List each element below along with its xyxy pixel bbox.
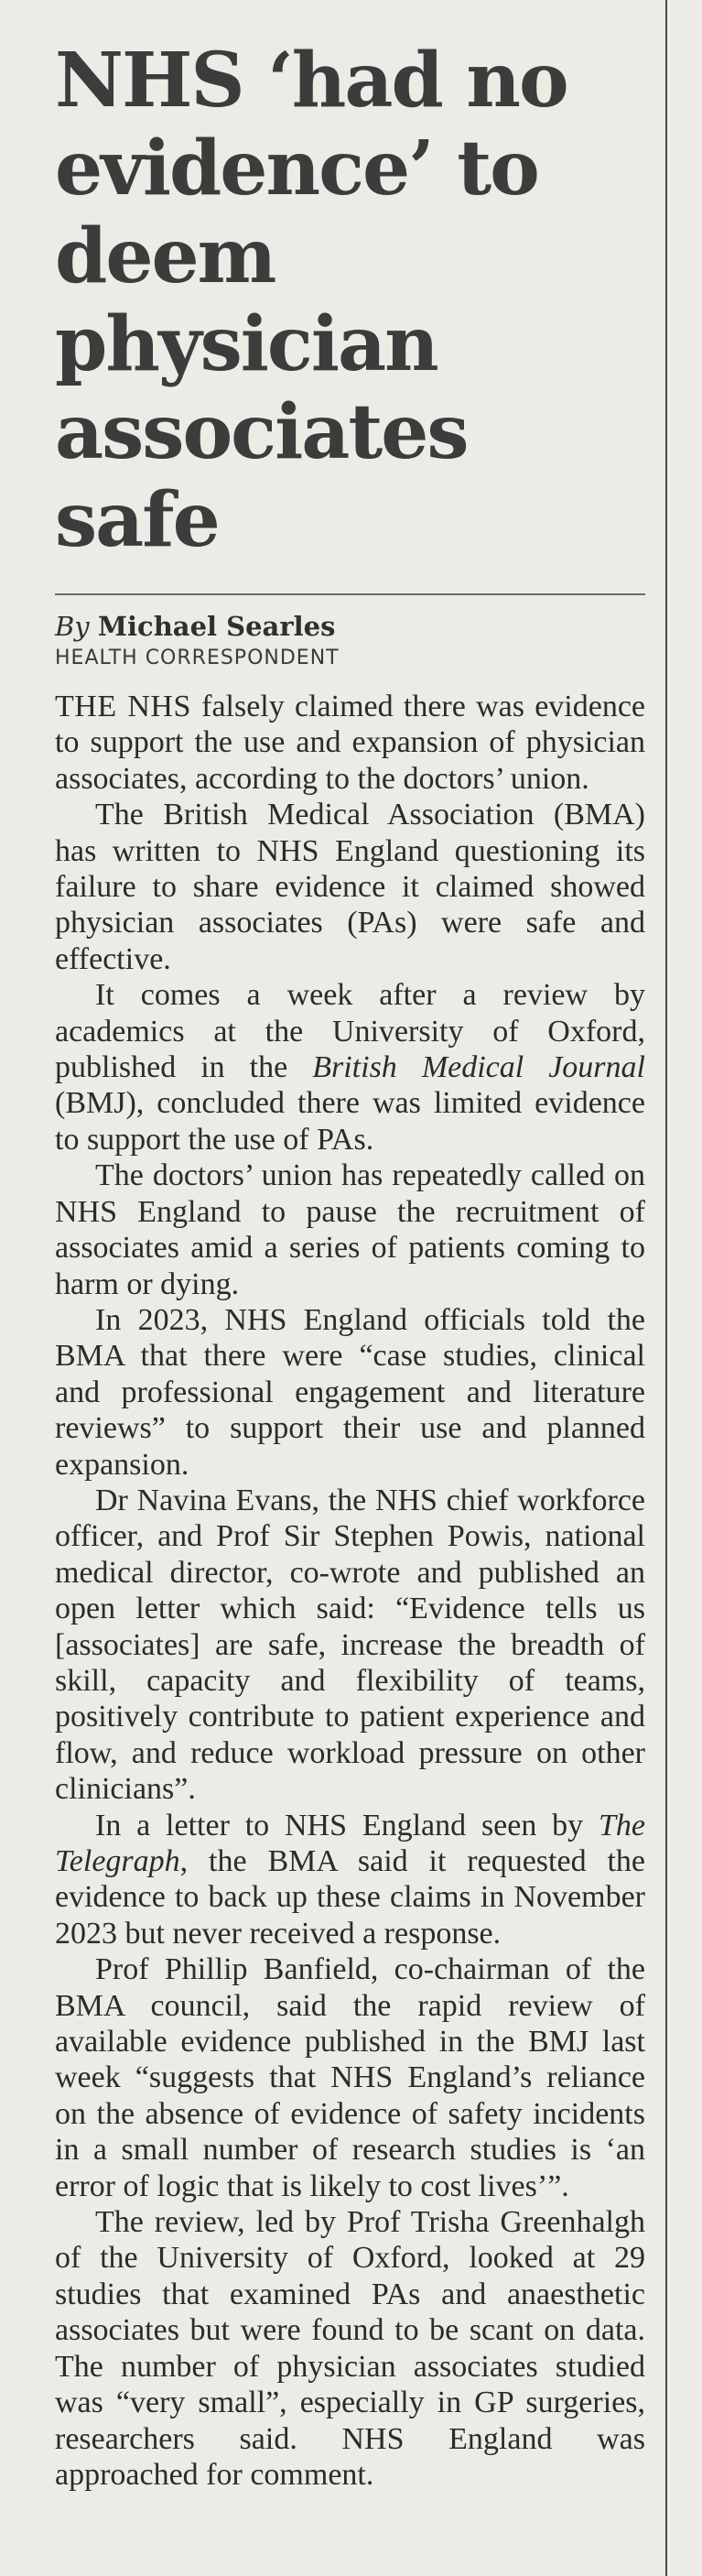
author-name: Michael Searles xyxy=(97,611,336,642)
paragraph-7-text-a: In a letter to NHS England seen by xyxy=(95,1808,599,1842)
article-body xyxy=(55,689,645,2493)
byline-prefix: By xyxy=(55,611,90,642)
author-role: HEALTH CORRESPONDENT xyxy=(55,647,340,669)
byline xyxy=(55,608,645,645)
paragraph-3-text-b: (BMJ), concluded there was limited evidence to support the use of PAs. xyxy=(55,1086,645,1157)
paragraph-6: Dr Navina Evans, the NHS chief workforce officer, and Prof Sir Stephen Powis, national medical director, co-wrote and published an open letter which said: “Evidence tells us [associates] are safe, increase the breadth of skill, capacity and flexibility of teams, positively contribute to patient experience and flow, and reduce workload pressure on other clinicians”. xyxy=(55,1483,645,1807)
paragraph-1-text: falsely claimed there was evidence to support the use and expansion of physician associates, according to the doctors’ union. xyxy=(55,690,646,796)
lead-caps: THE NHS xyxy=(55,690,191,723)
journal-title: British Medical Journal xyxy=(312,1050,645,1085)
paragraph-4: The doctors’ union has repeatedly called on NHS England to pause the recruitment of associates amid a series of patients coming to harm or dying. xyxy=(55,1158,645,1301)
paragraph-5: In 2023, NHS England officials told the BMA that there were “case studies, clinical and professional engagement and literature reviews” to support their use and planned expansion. xyxy=(55,1302,645,1482)
headline-divider xyxy=(55,593,645,595)
column-edge-rule xyxy=(665,0,667,2576)
paragraph-7 xyxy=(55,1808,645,1952)
paragraph-9: The review, led by Prof Trisha Greenhalgh of the University of Oxford, looked at 29 studies that examined PAs and anaesthetic associates but were found to be scant on data. The number of physician associates studied was “very small”, especially in GP surgeries, researchers said. NHS England was approached for comment. xyxy=(55,2205,645,2492)
paragraph-2: The British Medical Association (BMA) has written to NHS England questioning its failure to share evidence it claimed showed physician associates (PAs) were safe and effective. xyxy=(55,798,645,976)
paragraph-7-text-b: , the BMA said it requested the evidence to back up these claims in November 2023 but never received a response. xyxy=(55,1844,645,1951)
article-column xyxy=(55,37,645,2493)
paragraph-8: Prof Phillip Banfield, co-chairman of the BMA council, said the rapid review of available evidence published in the BMJ last week “suggests that NHS England’s reliance on the absence of evidence of safety incidents in a small number of research studies is ‘an error of logic that is likely to cost lives’”. xyxy=(55,1952,645,2203)
paragraph-3-text-a: It comes a week after a review by academics at the University of Oxford, published in the xyxy=(55,978,645,1085)
paragraph-3 xyxy=(55,977,645,1158)
headline: NHS ‘had no evidence’ to deem physician associates safe xyxy=(55,37,567,564)
paragraph-1 xyxy=(55,689,645,797)
newspaper-title: The Telegraph xyxy=(55,1808,645,1878)
